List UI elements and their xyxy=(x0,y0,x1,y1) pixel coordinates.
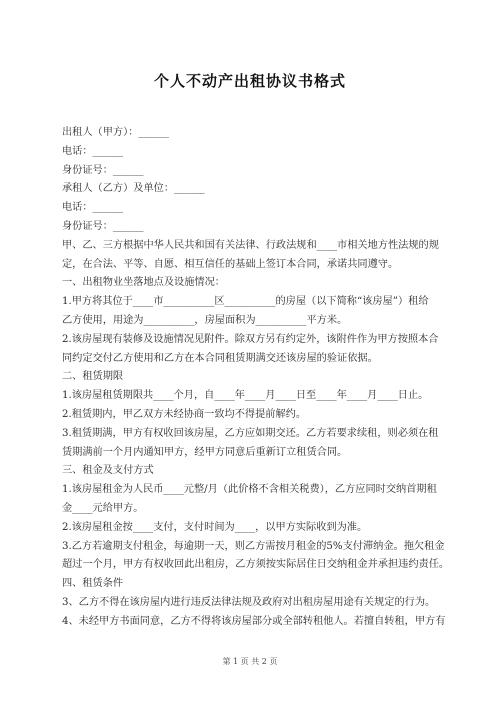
paragraph-line: 2.租赁期内，甲乙双方未经协商一致均不得提前解约。 xyxy=(62,409,307,420)
paragraph-line: 超过一个月，甲方有权收回此出租房，乙方须按实际居住日交纳租金并承担违约责任。 xyxy=(62,559,450,571)
paragraph-line: 身份证号：______ xyxy=(62,164,144,176)
paragraph-line: 3.租赁期满，甲方有权收回该房屋，乙方应如期交还。乙方若要求续租，则必须在租 xyxy=(62,427,439,439)
paragraph-line: 乙方使用，用途为__________，房屋面积为__________平方米。 xyxy=(62,315,348,326)
paragraph-line: 3、乙方不得在该房屋内进行违反法律法规及政府对出租房屋用途有关规定的行为。 xyxy=(62,597,436,608)
paragraph-line: 1.该房屋租赁期限共____个月，自____年____月____日至____年____月____日止。 xyxy=(62,390,429,402)
document-title: 个人不动产出租协议书格式 xyxy=(153,72,346,90)
paragraph-line: 出租人（甲方）：______ xyxy=(62,127,169,138)
paragraph-line: 2.该房屋租金按____支付，支付时间为____，以甲方实际收到为准。 xyxy=(62,521,368,533)
paragraph-line: 二、租赁期限 xyxy=(62,371,124,383)
paragraph-line: 赁期满前一个月内通知甲方，经甲方同意后重新订立租赁合同。 xyxy=(62,446,348,458)
paragraph-line: 甲、乙、三方根据中华人民共和国有关法律、行政法规和____市相关地方性法规的规 xyxy=(62,239,439,251)
paragraph-line: 金____元给甲方。 xyxy=(62,503,144,514)
paragraph-line: 三、租金及支付方式 xyxy=(62,465,154,477)
paragraph-line: 承租人（乙方）及单位：______ xyxy=(62,183,205,195)
paragraph-line: 3.乙方若逾期支付租金，每逾期一天，则乙方需按月租金的5%支付滞纳金。拖欠租金 xyxy=(62,540,445,552)
paragraph-line: 同约定交付乙方使用和乙方在本合同租赁期满交还该房屋的验证依据。 xyxy=(62,352,378,364)
paragraph-line: 四、租赁条件 xyxy=(62,578,124,590)
paragraph-line: 定，在合法、平等、自愿、相互信任的基础上签订本合同，承诺共同遵守。 xyxy=(62,258,399,270)
page-number: 第 1 页 共 2 页 xyxy=(222,657,278,666)
paragraph-line: 电话：______ xyxy=(62,145,124,157)
paragraph-line: 身份证号：______ xyxy=(62,221,144,232)
paragraph-line: 电话：______ xyxy=(62,202,124,214)
paragraph-line: 1.甲方将其位于____市__________区__________的房屋（以下简称“该房屋”）租给 xyxy=(62,296,429,308)
paragraph-line: 1.该房屋租金为人民币____元整/月（此价格不含相关税费），乙方应同时交纳首期租 xyxy=(62,484,437,496)
paragraph-line: 一、出租物业坐落地点及设施情况： xyxy=(62,277,225,289)
paragraph-line: 2.该房屋现有装修及设施情况见附件。除双方另有约定外，该附件作为甲方按照本合 xyxy=(62,333,439,345)
paragraph-line: 4、未经甲方书面同意，乙方不得将该房屋部分或全部转租他人。若擅自转租，甲方有 xyxy=(62,615,446,627)
